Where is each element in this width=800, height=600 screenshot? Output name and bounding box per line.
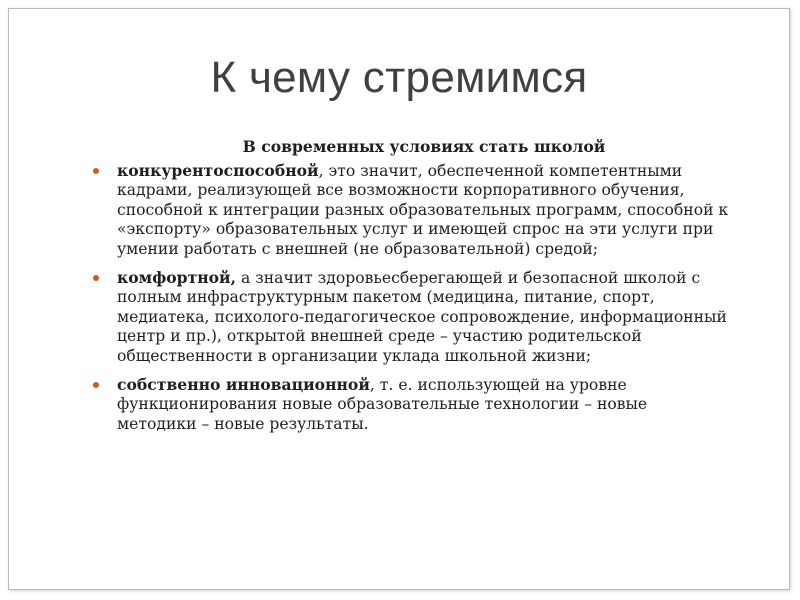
slide-title: К чему стремимся xyxy=(210,53,588,102)
list-item xyxy=(91,375,731,435)
item-term: комфортной, xyxy=(117,267,237,287)
item-text: , это значит, обеспеченной компетентными кадрами, реализующей все возможности корпоративного обучения, способной к интеграции разных образовательных программ, способной к «экспорту» образовательных услуг и имеющей спрос на эти услуги при умении работать с внешней (не образовательной) средой; xyxy=(117,161,729,258)
item-text: , т. е. использующей на уровне функционирования новые образовательные технологии – новые методики – новые результаты. xyxy=(117,375,648,433)
slide-body xyxy=(91,137,731,442)
item-term: собственно инновационной xyxy=(117,374,370,394)
list-item xyxy=(91,268,731,367)
slide xyxy=(8,8,790,590)
bullet-dot-icon xyxy=(93,382,99,388)
bullet-list xyxy=(91,161,731,435)
item-text: а значит здоровьесберегающей и безопасной школой с полным инфраструктурным пакетом (медицина, питание, спорт, медиатека, психолого-педагогическое сопровождение, информационный центр и пр.), открытой внешней среде – участию родительской общественности в организации уклада школьной жизни; xyxy=(117,268,727,365)
bullet-dot-icon xyxy=(93,275,99,281)
list-item xyxy=(91,161,731,260)
intro-text: В современных условиях стать школой xyxy=(242,137,606,156)
item-term: конкурентоспособной xyxy=(117,160,319,180)
bullet-dot-icon xyxy=(93,168,99,174)
